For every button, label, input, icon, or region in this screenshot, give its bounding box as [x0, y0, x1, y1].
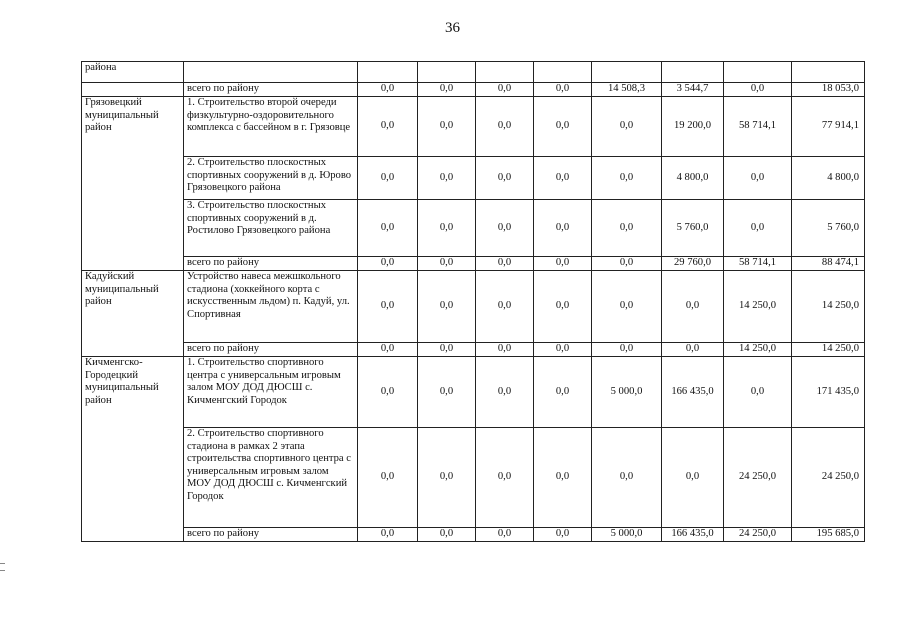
value-cell — [358, 62, 418, 83]
value-cell: 0,0 — [662, 343, 724, 357]
value-cell — [534, 62, 592, 83]
value-cell: 5 760,0 — [662, 200, 724, 257]
district-cell — [82, 83, 184, 97]
project-cell — [184, 62, 358, 83]
value-cell: 0,0 — [592, 343, 662, 357]
table-row — [82, 357, 865, 428]
value-cell: 0,0 — [534, 257, 592, 271]
value-cell: 0,0 — [476, 83, 534, 97]
total-value-cell: 14 250,0 — [792, 343, 865, 357]
district-cell: района — [82, 62, 184, 83]
value-cell: 0,0 — [418, 257, 476, 271]
table-row — [82, 157, 865, 200]
value-cell: 0,0 — [358, 343, 418, 357]
value-cell: 0,0 — [476, 428, 534, 528]
project-cell: 1. Строительство спортивного центра с универсальным игровым залом МОУ ДОД ДЮСШ с. Кичменгский Городок — [184, 357, 358, 428]
table-row — [82, 200, 865, 257]
value-cell: 0,0 — [534, 97, 592, 157]
total-value-cell: 14 250,0 — [792, 271, 865, 343]
value-cell: 0,0 — [724, 83, 792, 97]
total-value-cell — [792, 62, 865, 83]
district-cell: Грязовецкий муниципальный район — [82, 97, 184, 271]
value-cell: 0,0 — [724, 157, 792, 200]
value-cell: 0,0 — [476, 271, 534, 343]
total-value-cell: 4 800,0 — [792, 157, 865, 200]
value-cell: 4 800,0 — [662, 157, 724, 200]
district-total-label: всего по району — [184, 83, 358, 97]
project-cell: 2. Строительство спортивного стадиона в рамках 2 этапа строительства спортивного центра с универсальным игровым залом МОУ ДОД ДЮСШ с. Кичменгский Городок — [184, 428, 358, 528]
value-cell: 0,0 — [358, 83, 418, 97]
value-cell: 24 250,0 — [724, 528, 792, 542]
district-cell: Кадуйский муниципальный район — [82, 271, 184, 357]
total-value-cell: 77 914,1 — [792, 97, 865, 157]
value-cell: 0,0 — [724, 357, 792, 428]
budget-table-body — [82, 62, 865, 542]
value-cell: 0,0 — [592, 200, 662, 257]
total-value-cell: 5 760,0 — [792, 200, 865, 257]
value-cell: 0,0 — [592, 271, 662, 343]
table-row — [82, 83, 865, 97]
value-cell: 166 435,0 — [662, 528, 724, 542]
scan-mark — [0, 570, 5, 571]
district-total-label: всего по району — [184, 343, 358, 357]
value-cell: 0,0 — [476, 157, 534, 200]
project-cell: Устройство навеса межшкольного стадиона (хоккейного корта с искусственным льдом) п. Кадуй, ул. Спортивная — [184, 271, 358, 343]
value-cell: 0,0 — [418, 200, 476, 257]
total-value-cell: 24 250,0 — [792, 428, 865, 528]
value-cell: 5 000,0 — [592, 357, 662, 428]
value-cell: 0,0 — [358, 200, 418, 257]
district-cell: Кичменгско-Городецкий муниципальный район — [82, 357, 184, 542]
value-cell: 0,0 — [534, 357, 592, 428]
scan-edge-marks — [0, 563, 6, 577]
value-cell: 14 508,3 — [592, 83, 662, 97]
value-cell: 0,0 — [662, 428, 724, 528]
value-cell: 29 760,0 — [662, 257, 724, 271]
value-cell: 58 714,1 — [724, 257, 792, 271]
scan-mark — [0, 563, 5, 564]
value-cell: 0,0 — [724, 200, 792, 257]
value-cell: 0,0 — [476, 357, 534, 428]
district-total-label: всего по району — [184, 257, 358, 271]
value-cell — [592, 62, 662, 83]
value-cell: 166 435,0 — [662, 357, 724, 428]
value-cell: 0,0 — [592, 428, 662, 528]
value-cell: 0,0 — [358, 357, 418, 428]
project-cell: 2. Строительство плоскостных спортивных сооружений в д. Юрово Грязовецкого района — [184, 157, 358, 200]
value-cell: 0,0 — [534, 343, 592, 357]
table-row — [82, 528, 865, 542]
value-cell: 0,0 — [592, 97, 662, 157]
value-cell — [476, 62, 534, 83]
value-cell: 0,0 — [418, 97, 476, 157]
value-cell: 0,0 — [534, 157, 592, 200]
value-cell: 3 544,7 — [662, 83, 724, 97]
page-number: 36 — [445, 20, 460, 36]
value-cell: 0,0 — [418, 357, 476, 428]
value-cell: 0,0 — [534, 200, 592, 257]
table-row — [82, 343, 865, 357]
value-cell: 0,0 — [418, 83, 476, 97]
value-cell: 0,0 — [476, 343, 534, 357]
value-cell: 0,0 — [592, 157, 662, 200]
total-value-cell: 88 474,1 — [792, 257, 865, 271]
value-cell: 0,0 — [418, 528, 476, 542]
value-cell: 0,0 — [358, 428, 418, 528]
budget-table — [81, 61, 865, 542]
value-cell: 0,0 — [358, 257, 418, 271]
value-cell: 0,0 — [476, 257, 534, 271]
value-cell: 24 250,0 — [724, 428, 792, 528]
value-cell: 0,0 — [418, 428, 476, 528]
project-cell: 3. Строительство плоскостных спортивных сооружений в д. Ростилово Грязовецкого района — [184, 200, 358, 257]
value-cell: 0,0 — [662, 271, 724, 343]
value-cell: 0,0 — [358, 271, 418, 343]
value-cell: 0,0 — [418, 343, 476, 357]
value-cell: 0,0 — [476, 528, 534, 542]
table-row — [82, 428, 865, 528]
value-cell — [724, 62, 792, 83]
table-row — [82, 257, 865, 271]
value-cell: 0,0 — [358, 528, 418, 542]
total-value-cell: 195 685,0 — [792, 528, 865, 542]
value-cell: 0,0 — [358, 97, 418, 157]
value-cell: 58 714,1 — [724, 97, 792, 157]
table-row — [82, 271, 865, 343]
value-cell — [662, 62, 724, 83]
value-cell: 0,0 — [418, 271, 476, 343]
value-cell: 0,0 — [534, 528, 592, 542]
value-cell: 0,0 — [534, 271, 592, 343]
value-cell: 14 250,0 — [724, 271, 792, 343]
district-total-label: всего по району — [184, 528, 358, 542]
value-cell: 0,0 — [476, 200, 534, 257]
total-value-cell: 18 053,0 — [792, 83, 865, 97]
value-cell: 0,0 — [534, 83, 592, 97]
value-cell: 0,0 — [476, 97, 534, 157]
value-cell: 19 200,0 — [662, 97, 724, 157]
value-cell: 0,0 — [418, 157, 476, 200]
value-cell: 0,0 — [534, 428, 592, 528]
value-cell: 0,0 — [592, 257, 662, 271]
project-cell: 1. Строительство второй очереди физкультурно-оздоровительного комплекса с бассейном в г. Грязовце — [184, 97, 358, 157]
value-cell — [418, 62, 476, 83]
total-value-cell: 171 435,0 — [792, 357, 865, 428]
table-row — [82, 97, 865, 157]
value-cell: 14 250,0 — [724, 343, 792, 357]
table-row — [82, 62, 865, 83]
value-cell: 0,0 — [358, 157, 418, 200]
value-cell: 5 000,0 — [592, 528, 662, 542]
